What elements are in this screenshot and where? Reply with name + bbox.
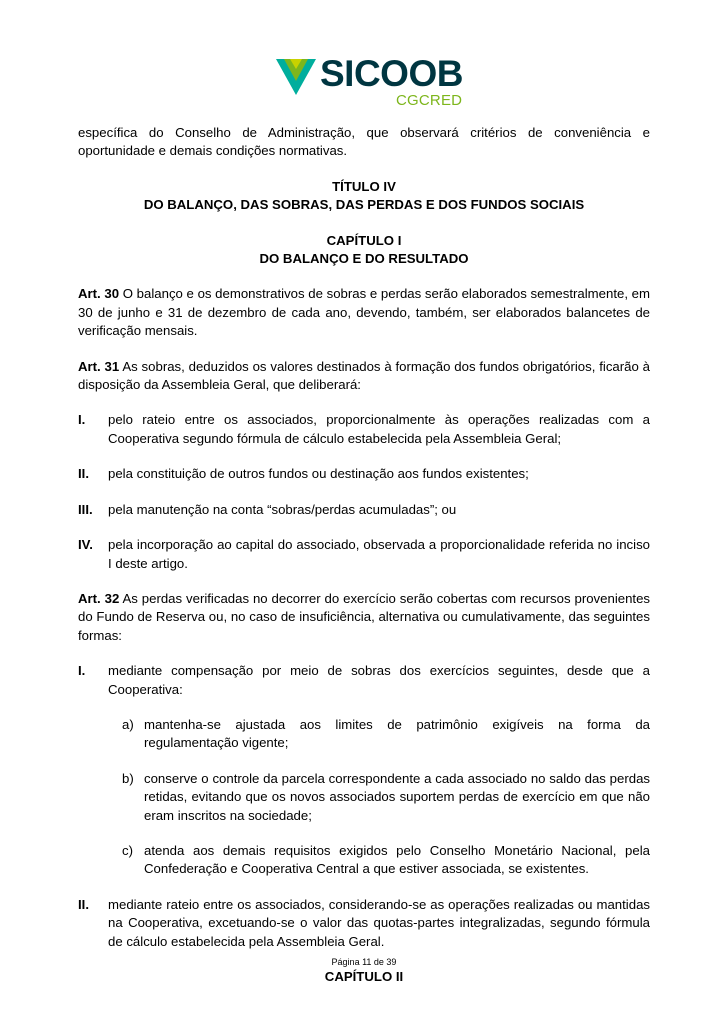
logo-brand-text: SICOOB — [320, 53, 463, 94]
art-31-text: As sobras, deduzidos os valores destinados à formação dos fundos obrigatórios, ficarão à disposição da Assembleia Geral, que deliberará: — [78, 358, 650, 393]
document-body — [78, 124, 650, 986]
art-30-label: Art. 30 — [78, 286, 120, 302]
art-30 — [78, 285, 650, 340]
art-32-text: As perdas verificadas no decorrer do exercício serão cobertas com recursos provenientes do Fundo de Reserva ou, no caso de insuficiência, alternativa ou cumulativamente, das seguintes formas: — [78, 590, 651, 643]
art-31-item-i: I. pelo rateio entre os associados, proporcionalmente às operações realizadas com a Cooperativa segundo fórmula de cálculo estabelecida pela Assembleia Geral; — [78, 412, 650, 446]
sicoob-logo — [276, 53, 463, 112]
art-32-subitem-b: b) conserve o controle da parcela correspondente a cada associado no saldo das perdas retidas, evitando que os novos associados suportem perdas de exercício em que não eram inscritos na sociedade; — [122, 770, 650, 823]
art-32-item-i: I. mediante compensação por meio de sobras dos exercícios seguintes, desde que a Cooperativa: — [78, 663, 650, 697]
art-31-item-ii: II. pela constituição de outros fundos ou destinação aos fundos existentes; — [78, 466, 529, 482]
art-32-label: Art. 32 — [78, 590, 120, 606]
art-30-text: O balanço e os demonstrativos de sobras e perdas serão elaborados semestralmente, em 30 de junho e 31 de dezembro de cada ano, devendo, também, ser elaborados balancetes de verificação mensais. — [78, 286, 650, 339]
chapter-i-subheading: DO BALANÇO E DO RESULTADO — [259, 251, 469, 267]
title-iv-subheading: DO BALANÇO, DAS SOBRAS, DAS PERDAS E DOS FUNDOS SOCIAIS — [143, 197, 585, 213]
chapter-i-heading: CAPÍTULO I — [326, 232, 402, 248]
art-31-item-iv: IV. pela incorporação ao capital do associado, observada a proporcionalidade referida no inciso I deste artigo. — [78, 537, 650, 571]
art-31 — [78, 358, 650, 395]
page-number: Página 11 de 39 — [331, 957, 397, 967]
art-32-subitem-c: c) atenda aos demais requisitos exigidos pelo Conselho Monetário Nacional, pela Confederação e Cooperativa Central a que estiver associada, se existentes. — [122, 842, 650, 877]
art-32-item-ii: II. mediante rateio entre os associados, considerando-se as operações realizadas ou mantidas na Cooperativa, excetuando-se o valor das quotas-partes integralizadas, segundo fórmula de cálculo estabelecida pela Assembleia Geral. — [78, 896, 650, 949]
art-31-item-iii: III. pela manutenção na conta “sobras/perdas acumuladas”; ou — [78, 501, 457, 517]
art-31-label: Art. 31 — [78, 358, 120, 374]
title-iv-heading: TÍTULO IV — [332, 178, 396, 194]
logo-sub-text: CGCRED — [396, 92, 463, 109]
sicoob-logo-icon — [276, 59, 316, 99]
chapter-ii-heading: CAPÍTULO II — [324, 969, 404, 984]
intro-paragraph: específica do Conselho de Administração, que observará critérios de conveniência e oportunidade e demais condições normativas. — [78, 125, 650, 159]
art-32 — [78, 590, 650, 645]
art-32-subitem-a: a) mantenha-se ajustada aos limites de patrimônio exigíveis na forma da regulamentação vigente; — [122, 716, 650, 751]
